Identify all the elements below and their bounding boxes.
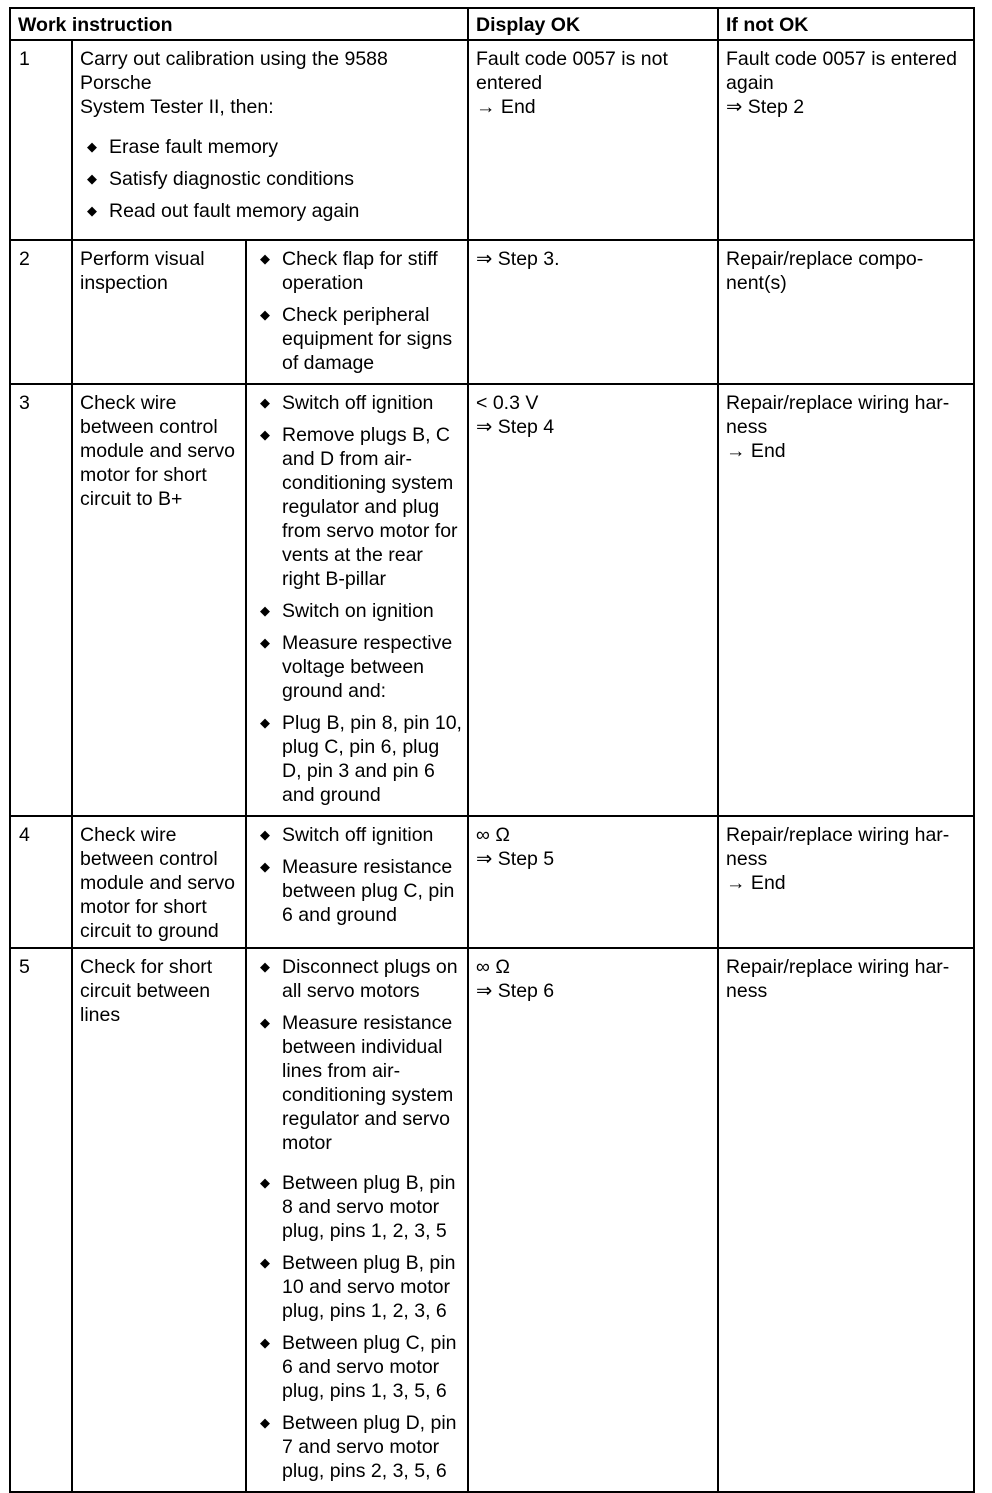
- bullet-list: [80, 135, 461, 223]
- work-instruction-table: [9, 7, 975, 1493]
- list-item: ◆ Between plug B, pin 8 and servo motor plug, pins 1, 2, 3, 5: [260, 1172, 456, 1242]
- diamond-bullet-icon: ◆: [260, 1335, 270, 1350]
- task-cell: Perform visual inspection: [72, 240, 246, 384]
- steps-cell: [246, 948, 468, 1492]
- step-number: 2: [10, 240, 72, 384]
- display-ok-cell: ∞ Ω ⇒ Step 6: [468, 948, 718, 1492]
- diamond-bullet-icon: ◆: [260, 715, 270, 730]
- bullet-list: [253, 823, 463, 927]
- table-row: [10, 240, 974, 384]
- table-row: [10, 948, 974, 1492]
- bullet-list: [253, 391, 463, 807]
- if-not-ok-cell: Fault code 0057 is entered again ⇒ Step 2: [718, 40, 974, 240]
- table-row: [10, 40, 974, 240]
- header-work-instruction: Work instruction: [10, 8, 468, 40]
- diamond-bullet-icon: ◆: [260, 603, 270, 618]
- diamond-bullet-icon: ◆: [260, 395, 270, 410]
- if-not-ok-cell: Repair/replace compo- nent(s): [718, 240, 974, 384]
- list-item: ◆ Measure respective voltage between ground and:: [260, 632, 453, 702]
- display-ok-cell: ∞ Ω ⇒ Step 5: [468, 816, 718, 948]
- diamond-bullet-icon: ◆: [260, 1175, 270, 1190]
- step-number: 3: [10, 384, 72, 816]
- if-not-ok-cell: Repair/replace wiring har- ness: [718, 948, 974, 1492]
- task-cell: Check wire between control module and servo motor for short circuit to ground: [72, 816, 246, 948]
- display-ok-cell: ⇒ Step 3.: [468, 240, 718, 384]
- step-number: 1: [10, 40, 72, 240]
- diamond-bullet-icon: ◆: [260, 959, 270, 974]
- list-item: ◆ Between plug D, pin 7 and servo motor plug, pins 2, 3, 5, 6: [260, 1412, 457, 1482]
- list-item: ◆ Disconnect plugs on all servo motors: [260, 956, 458, 1002]
- steps-cell: [246, 384, 468, 816]
- diamond-bullet-icon: ◆: [260, 1415, 270, 1430]
- display-ok-cell: < 0.3 V ⇒ Step 4: [468, 384, 718, 816]
- list-item: ◆ Between plug B, pin 10 and servo motor plug, pins 1, 2, 3, 6: [260, 1252, 456, 1322]
- list-item: ◆ Switch on ignition: [260, 600, 434, 622]
- diamond-bullet-icon: ◆: [260, 1015, 270, 1030]
- if-not-ok-cell: Repair/replace wiring har- ness → End: [718, 384, 974, 816]
- diamond-bullet-icon: ◆: [260, 251, 270, 266]
- diamond-bullet-icon: ◆: [260, 307, 270, 322]
- bullet-list: [253, 955, 463, 1483]
- diamond-bullet-icon: ◆: [260, 1255, 270, 1270]
- if-not-ok-cell: Repair/replace wiring har- ness → End: [718, 816, 974, 948]
- header-display-ok: Display OK: [468, 8, 718, 40]
- steps-cell: [246, 816, 468, 948]
- diamond-bullet-icon: ◆: [260, 859, 270, 874]
- instruction-text: Carry out calibration using the 9588 Porsche: [80, 48, 388, 94]
- list-item: ◆ Between plug C, pin 6 and servo motor plug, pins 1, 3, 5, 6: [260, 1332, 457, 1402]
- list-item: ◆ Check flap for stiff operation: [260, 248, 438, 294]
- diamond-bullet-icon: ◆: [87, 203, 97, 218]
- diamond-bullet-icon: ◆: [260, 635, 270, 650]
- display-ok-cell: Fault code 0057 is not entered → End: [468, 40, 718, 240]
- list-item: ◆ Read out fault memory again: [87, 200, 360, 222]
- task-cell: Check for short circuit between lines: [72, 948, 246, 1492]
- diamond-bullet-icon: ◆: [87, 171, 97, 186]
- header-row: [10, 8, 974, 40]
- list-item: ◆ Remove plugs B, C and D from air-conditioning system regulator and plug from servo motor for vents at the rear right B-pillar: [260, 424, 458, 590]
- list-item: ◆ Erase fault memory: [87, 136, 279, 158]
- list-item: ◆ Plug B, pin 8, pin 10, plug C, pin 6, plug D, pin 3 and pin 6 and ground: [260, 712, 462, 806]
- table-row: [10, 816, 974, 948]
- list-item: ◆ Measure resistance between individual lines from air-conditioning system regulator and servo motor: [260, 1012, 454, 1154]
- list-item: ◆ Check peripheral equipment for signs of damage: [260, 304, 453, 374]
- steps-cell: [246, 240, 468, 384]
- diamond-bullet-icon: ◆: [260, 827, 270, 842]
- list-item: ◆ Measure resistance between plug C, pin 6 and ground: [260, 856, 455, 926]
- work-instruction-cell: [72, 40, 468, 240]
- list-item: ◆ Switch off ignition: [260, 392, 434, 414]
- step-number: 4: [10, 816, 72, 948]
- table-row: [10, 384, 974, 816]
- diamond-bullet-icon: ◆: [87, 139, 97, 154]
- instruction-text: System Tester II, then:: [80, 96, 274, 118]
- step-number: 5: [10, 948, 72, 1492]
- bullet-list: [253, 247, 463, 375]
- list-item: ◆ Satisfy diagnostic conditions: [87, 168, 354, 190]
- list-item: ◆ Switch off ignition: [260, 824, 434, 846]
- task-cell: Check wire between control module and servo motor for short circuit to B+: [72, 384, 246, 816]
- header-if-not-ok: If not OK: [718, 8, 974, 40]
- diamond-bullet-icon: ◆: [260, 427, 270, 442]
